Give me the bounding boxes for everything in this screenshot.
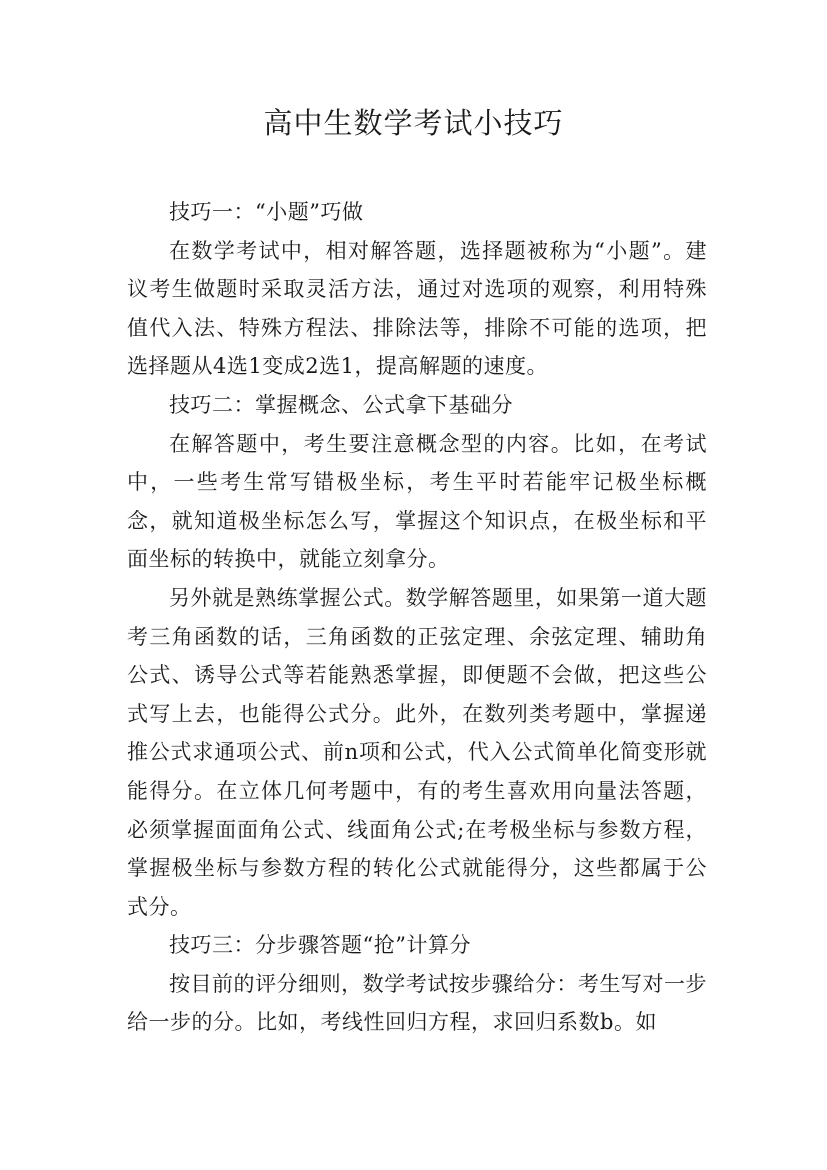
section-heading-3: 技巧三：分步骤答题“抢”计算分 — [169, 933, 471, 958]
paragraph-1: 在数学考试中，相对解答题，选择题被称为“小题”。建议考生做题时采取灵活方法，通过对选项的观察，利用特殊值代入法、特殊方程法、排除法等，排除不可能的选项，把选择题从4选1变成2选1，提高解题的速度。 — [127, 238, 707, 379]
section-heading-2: 技巧二：掌握概念、公式拿下基础分 — [169, 392, 513, 417]
section-heading-1: 技巧一：“小题”巧做 — [169, 200, 364, 224]
paragraph-2: 在解答题中，考生要注意概念型的内容。比如，在考试中，一些考生常写错极坐标，考生平时若能牢记极坐标概念，就知道极坐标怎么写，掌握这个知识点，在极坐标和平面坐标的转换中，就能立刻拿分。 — [127, 431, 707, 572]
paragraph-4: 按目前的评分细则，数学考试按步骤给分：考生写对一步给一步的分。比如，考线性回归方程，求回归系数b。如 — [127, 971, 707, 1035]
paragraph-3: 另外就是熟练掌握公式。数学解答题里，如果第一道大题考三角函数的话，三角函数的正弦定理、余弦定理、辅助角公式、诱导公式等若能熟悉掌握，即便题不会做，把这些公式写上去，也能得公式分。此外，在数列类考题中，掌握递推公式求通项公式、前n项和公式，代入公式简单化简变形就能得分。在立体几何考题中，有的考生喜欢用向量法答题，必须掌握面面角公式、线面角公式;在考极坐标与参数方程，掌握极坐标与参数方程的转化公式就能得分，这些都属于公式分。 — [127, 585, 707, 919]
document-body — [127, 193, 707, 1042]
document-title: 高中生数学考试小技巧 — [263, 106, 564, 140]
